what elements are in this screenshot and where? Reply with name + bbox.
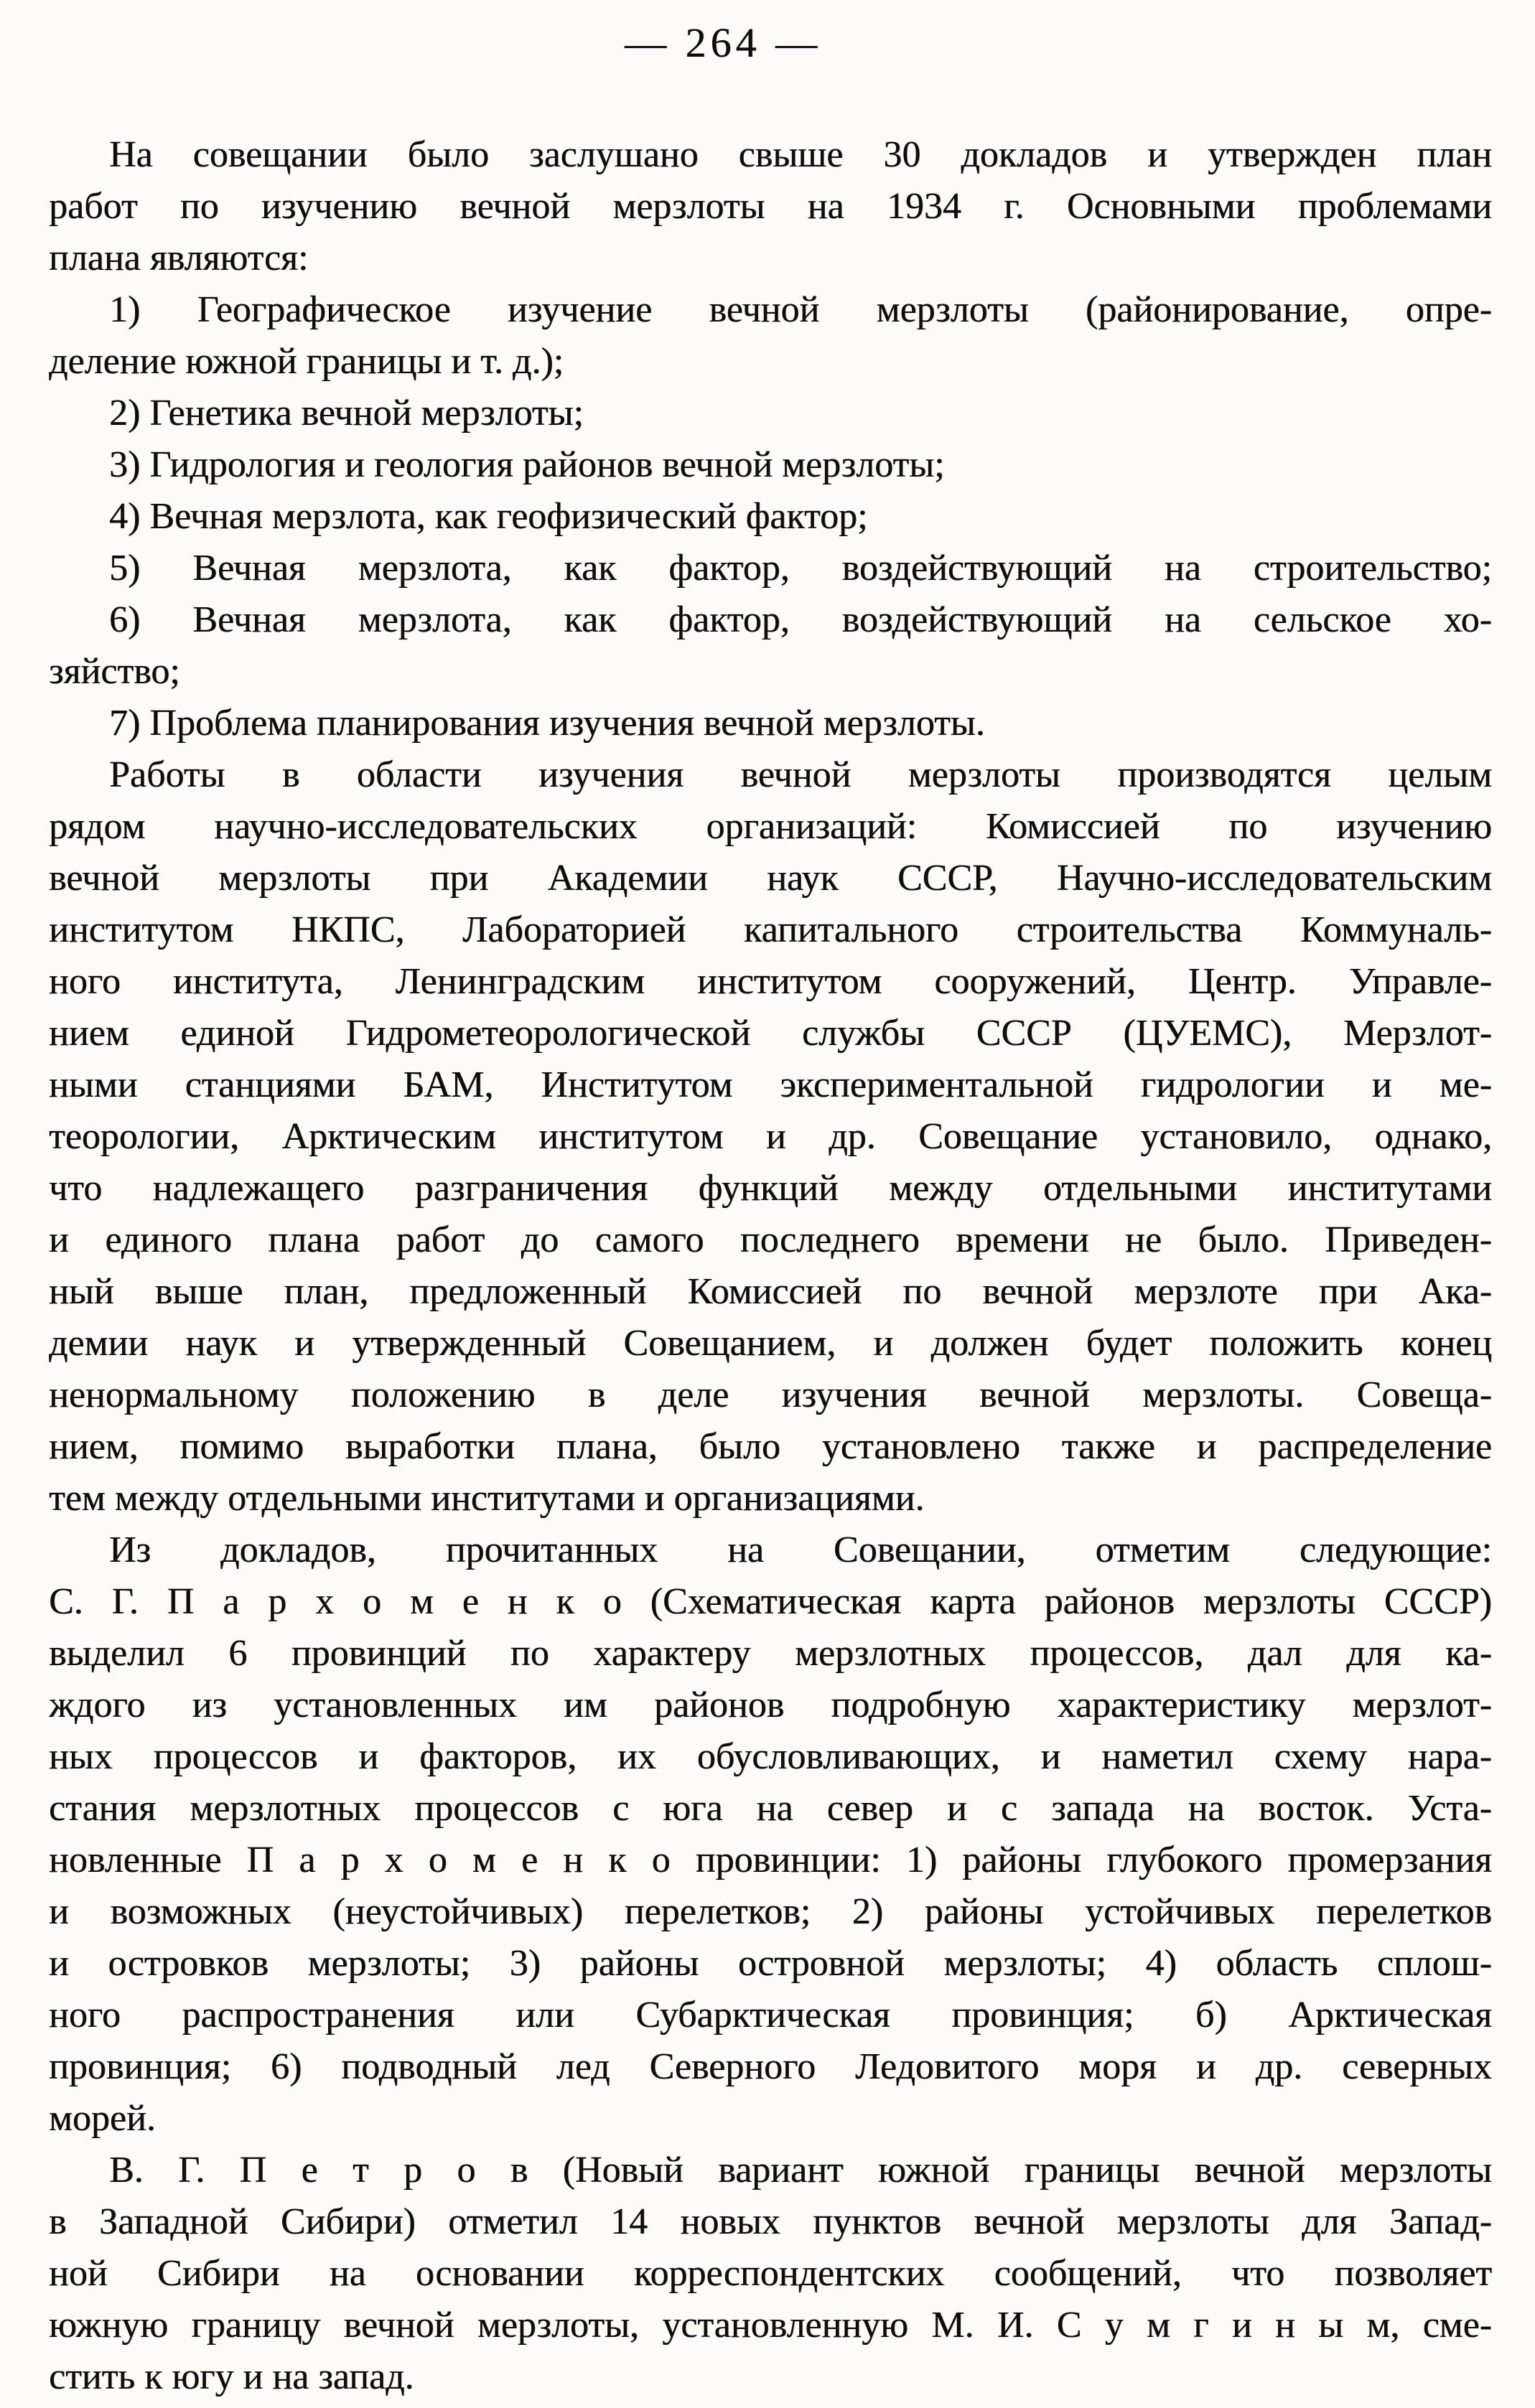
- text-line: 2) Генетика вечной мерзлоты;: [109, 393, 584, 434]
- text-line: 7) Проблема планирования изучения вечной мерзлоты.: [109, 703, 985, 744]
- text-line: в Западной Сибири) отметил 14 новых пунктов вечной мерзлоты для Запад-: [49, 2201, 1492, 2242]
- text-line: ной Сибири на основании корреспондентских сообщений, что позволяет: [49, 2253, 1492, 2294]
- text-line: нием, помимо выработки плана, было установлено также и распределение: [49, 1426, 1492, 1467]
- text-line: С. Г. П а р х о м е н к о (Схематическая карта районов мерзлоты СССР): [49, 1581, 1492, 1622]
- text-line: институтом НКПС, Лабораторией капитального строительства Коммуналь-: [49, 909, 1492, 950]
- text-line: ного института, Ленинградским институтом сооружений, Центр. Управле-: [49, 961, 1492, 1002]
- text-line: что надлежащего разграничения функций между отдельными институтами: [49, 1168, 1492, 1209]
- page-number: — 264 —: [625, 19, 821, 66]
- text-line: ный выше план, предложенный Комиссией по вечной мерзлоте при Ака-: [49, 1271, 1492, 1312]
- text-line: плана являются:: [49, 238, 309, 278]
- text-line: На совещании было заслушано свыше 30 докладов и утвержден план: [109, 134, 1492, 175]
- text-line: тем между отдельными институтами и организациями.: [49, 1478, 925, 1519]
- text-line: деление южной границы и т. д.);: [49, 341, 564, 382]
- text-line: 3) Гидрология и геология районов вечной мерзлоты;: [109, 444, 945, 485]
- text-line: южную границу вечной мерзлоты, установленную М. И. С у м г и н ы м, сме-: [49, 2305, 1492, 2346]
- text-line: рядом научно-исследовательских организаций: Комиссией по изучению: [49, 806, 1492, 847]
- text-line: ных процессов и факторов, их обусловливающих, и наметил схему нара-: [49, 1736, 1492, 1777]
- text-line: зяйство;: [49, 651, 180, 692]
- text-line: демии наук и утвержденный Совещанием, и должен будет положить конец: [49, 1323, 1492, 1364]
- text-line: 6) Вечная мерзлота, как фактор, воздействующий на сельское хо-: [109, 599, 1492, 640]
- text-line: стить к югу и на запад.: [49, 2356, 414, 2397]
- text-line: Из докладов, прочитанных на Совещании, отметим следующие:: [109, 1529, 1492, 1570]
- text-line: В. Г. П е т р о в (Новый вариант южной границы вечной мерзлоты: [109, 2150, 1492, 2191]
- text-line: ждого из установленных им районов подробную характеристику мерзлот-: [49, 1685, 1492, 1725]
- text-line: 4) Вечная мерзлота, как геофизический фактор;: [109, 496, 868, 537]
- text-line: и единого плана работ до самого последнего времени не было. Приведен-: [49, 1219, 1492, 1260]
- text-line: 1) Географическое изучение вечной мерзлоты (районирование, опре-: [109, 289, 1492, 330]
- text-line: работ по изучению вечной мерзлоты на 1934 г. Основными проблемами: [49, 186, 1492, 227]
- text-line: морей.: [49, 2098, 156, 2139]
- body-text-block: [49, 129, 1492, 2403]
- text-line: ненормальному положению в деле изучения вечной мерзлоты. Совеща-: [49, 1374, 1492, 1415]
- text-line: стания мерзлотных процессов с юга на север и с запада на восток. Уста-: [49, 1788, 1492, 1829]
- text-line: нием единой Гидрометеорологической службы СССР (ЦУЕМС), Мерзлот-: [49, 1013, 1492, 1054]
- text-line: теорологии, Арктическим институтом и др. Совещание установило, однако,: [49, 1116, 1492, 1157]
- text-line: вечной мерзлоты при Академии наук СССР, Научно-исследовательским: [49, 858, 1492, 899]
- text-line: выделил 6 провинций по характеру мерзлотных процессов, дал для ка-: [49, 1633, 1492, 1674]
- text-line: Работы в области изучения вечной мерзлоты производятся целым: [109, 754, 1492, 795]
- text-line: и возможных (неустойчивых) перелетков; 2) районы устойчивых перелетков: [49, 1891, 1492, 1932]
- text-line: провинция; 6) подводный лед Северного Ледовитого моря и др. северных: [49, 2046, 1492, 2087]
- text-line: 5) Вечная мерзлота, как фактор, воздействующий на строительство;: [109, 548, 1492, 589]
- text-line: и островков мерзлоты; 3) районы островной мерзлоты; 4) область сплош-: [49, 1943, 1492, 1984]
- text-line: ного распространения или Субарктическая провинция; б) Арктическая: [49, 1995, 1492, 2035]
- text-line: новленные П а р х о м е н к о провинции: 1) районы глубокого промерзания: [49, 1840, 1492, 1880]
- text-line: ными станциями БАМ, Институтом экспериментальной гидрологии и ме-: [49, 1064, 1492, 1105]
